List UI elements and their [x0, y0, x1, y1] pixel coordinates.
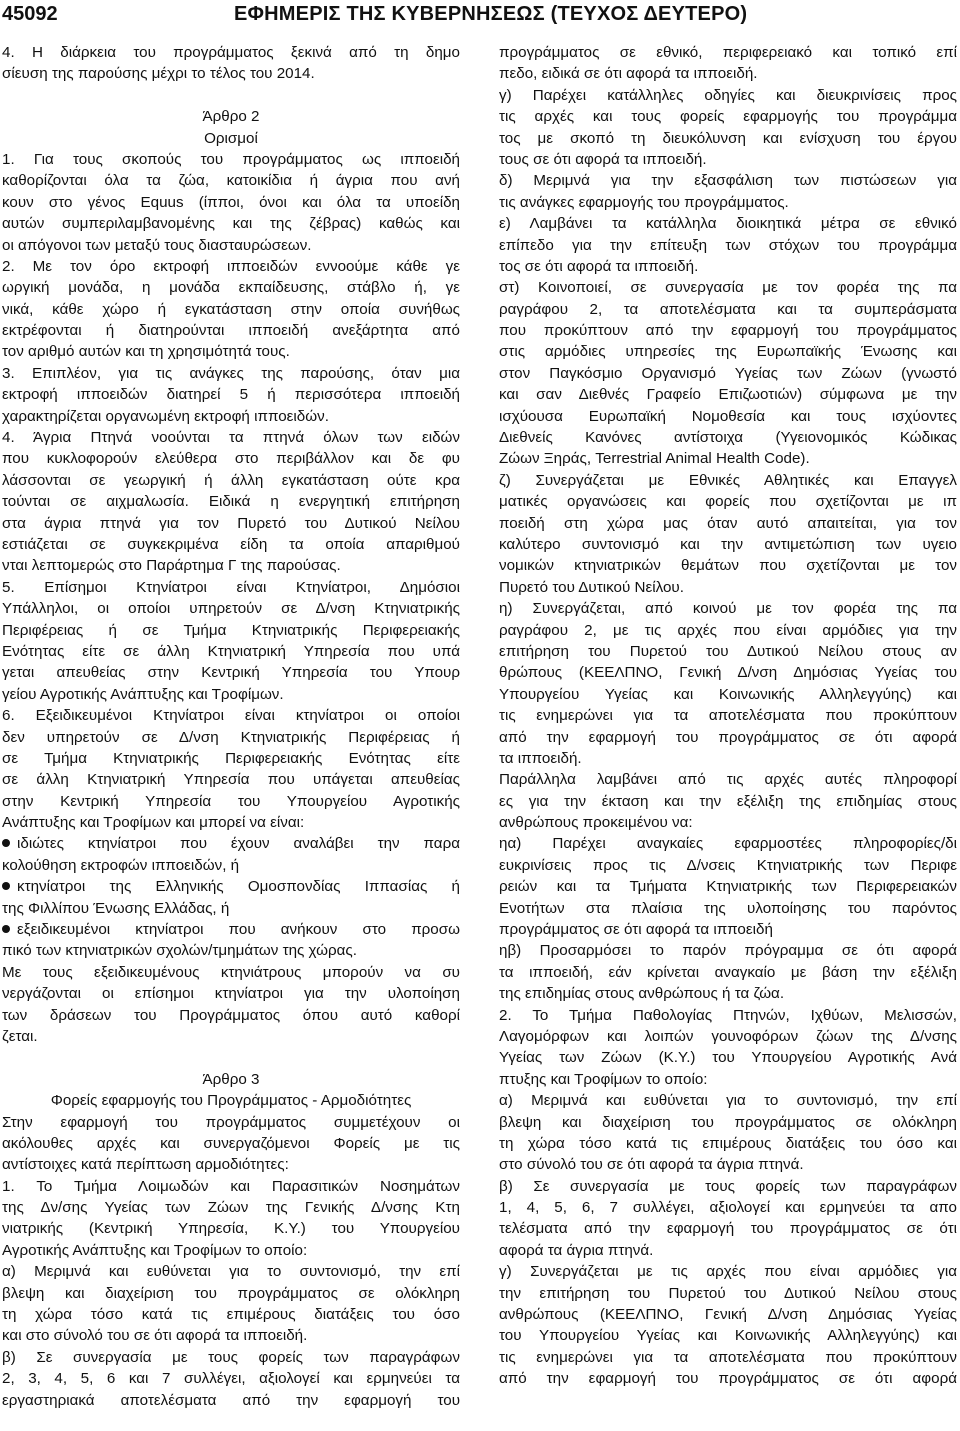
line-text: 3. Επιπλέον, για τις ανάγκες της παρούσης, όταν μια	[2, 364, 460, 382]
journal-title: ΕΦΗΜΕΡΙΣ ΤΗΣ ΚΥΒΕΡΝΗΣΕΩΣ (ΤΕΥΧΟΣ ΔΕΥΤΕΡΟ)	[234, 3, 748, 25]
line-text: οι απόγονοι των μεταξύ τους διασταυρώσεων.	[2, 236, 312, 254]
line-text: ζεται.	[2, 1027, 38, 1045]
line-text: 6. Εξειδικευμένοι Κτηνίατροι είναι κτηνίατροι οι οποίοι	[2, 707, 460, 725]
text-line	[2, 470, 460, 491]
bullet-item-line	[2, 833, 460, 854]
text-line	[499, 256, 957, 277]
text-line	[499, 1240, 957, 1261]
line-text: Άρθρο 3	[202, 1070, 260, 1088]
line-text: Περιφέρειας ή σε Τμήμα Κτηνιατρικής Περιφερειακής	[2, 621, 460, 639]
text-line	[499, 235, 957, 256]
text-line	[2, 192, 460, 213]
text-line	[2, 705, 460, 726]
line-text: νικά, κάθε χώρο ή εγκατάσταση στην οποία συνήθως	[2, 300, 460, 318]
text-line	[499, 213, 957, 234]
text-line	[499, 85, 957, 106]
line-text: αντίστοιχες κατά περίπτωση αρμοδιότητες:	[2, 1156, 289, 1174]
text-line	[499, 940, 957, 961]
line-text: που κυκλοφορούν ελεύθερα στο περιβάλλον και δε φυ	[2, 450, 460, 468]
line-text: Ενοτήτων στα πλαίσια της υλοποίησης του παρόντος	[499, 899, 957, 917]
text-line	[2, 1090, 460, 1111]
text-line	[2, 1240, 460, 1261]
line-text: εστιάζεται σε συγκεκριμένα είδη τα οποία απαριθμού	[2, 535, 460, 553]
text-line	[2, 1261, 460, 1282]
text-line	[2, 128, 460, 149]
text-line	[2, 106, 460, 127]
line-text: Υπουργείου Υγείας και Κοινωνικής Αλληλεγγύης) και	[499, 685, 957, 703]
line-text: σίευση της παρούσης μέχρι το τέλος του 2014.	[2, 65, 315, 83]
line-text: τα ιπποειδή.	[499, 749, 582, 767]
text-line	[2, 812, 460, 833]
line-text: από την εφαρμογή του προγράμματος σε ότι αφορά	[499, 1370, 957, 1388]
text-line	[499, 898, 957, 919]
text-line	[499, 727, 957, 748]
line-text: τους σε ότι αφορά τα ιπποειδή.	[499, 150, 707, 168]
line-text: στο σύνολό του σε ότι αφορά τα άγρια πτηνά.	[499, 1156, 804, 1174]
line-text: εκτροφή ιπποειδών διατηρεί 5 ή περισσότερα ιπποειδή	[2, 386, 460, 404]
text-line	[2, 63, 460, 84]
line-text: Φορείς εφαρμογής του Προγράμματος - Αρμοδιότητες	[50, 1092, 412, 1110]
text-line	[2, 555, 460, 576]
line-text: ανθρώπους προκειμένου να:	[499, 814, 693, 832]
text-line	[499, 1026, 957, 1047]
text-line	[499, 620, 957, 641]
line-text: προγράμματος σε εθνικό, περιφερειακό και τοπικό επί	[499, 44, 957, 61]
text-line	[499, 577, 957, 598]
line-text: λάσσονται σε γεωργική ή άλλη εγκατάσταση ούτε κρα	[2, 471, 460, 489]
page-header	[0, 0, 960, 30]
text-line	[499, 748, 957, 769]
text-line	[2, 1304, 460, 1325]
text-line	[499, 833, 957, 854]
text-line	[499, 1261, 957, 1282]
text-line	[499, 791, 957, 812]
line-text: βλεψη και διαχείριση του προγράμματος σε ολόκληρη	[499, 1113, 957, 1131]
text-line	[499, 555, 957, 576]
line-text: η) Συνεργάζεται, από κοινού με τον φορέα της πα	[499, 600, 957, 618]
line-text: Άρθρο 2	[202, 108, 260, 126]
line-text: επιτήρηση του Πυρετού του Δυτικού Νείλου στους αν	[499, 642, 957, 660]
text-line	[499, 149, 957, 170]
text-line	[499, 1090, 957, 1111]
right-column	[499, 42, 957, 1390]
bullet-item-line	[2, 876, 460, 897]
text-line	[2, 235, 460, 256]
text-line	[499, 491, 957, 512]
line-text: που προκύπτουν από την εφαρμογή του προγράμματος	[499, 322, 957, 340]
text-line	[499, 63, 957, 84]
text-line	[499, 684, 957, 705]
text-line	[2, 534, 460, 555]
line-text: ρειών και τα Τμήματα Κτηνιατρικής των Περιφερειακών	[499, 878, 957, 896]
text-line	[499, 855, 957, 876]
line-text: Στην εφαρμογή του προγράμματος συμμετέχουν οι	[2, 1113, 460, 1131]
line-text: την επιτήρηση του Πυρετού του Δυτικού Νείλου στους	[499, 1284, 957, 1302]
text-line	[2, 427, 460, 448]
text-line	[2, 384, 460, 405]
text-line	[499, 1047, 957, 1068]
text-line	[499, 1368, 957, 1389]
bullet-icon	[2, 925, 10, 933]
text-line	[499, 1218, 957, 1239]
text-line	[499, 705, 957, 726]
text-line	[499, 192, 957, 213]
line-text: γείου Αγροτικής Ανάπτυξης και Τροφίμων.	[2, 685, 284, 703]
line-text: Ορισμοί	[204, 129, 258, 147]
line-text: και στο σύνολό του σε ότι αφορά τα ιπποειδή.	[2, 1327, 308, 1345]
line-text: ε) Λαμβάνει τα κατάλληλα διοικητικά μέτρα σε εθνικό	[499, 215, 957, 233]
line-text: νεργάζονται οι επίσημοι κτηνίατροι για την υλοποίηση	[2, 985, 460, 1003]
line-text: της Δν/σης Υγείας των Ζώων της Γενικής Δ/νσης Κτη	[2, 1199, 460, 1217]
text-line	[2, 256, 460, 277]
line-text: σε άλλη Κτηνιατρική Υπηρεσία που υπάγεται απευθείας	[2, 771, 460, 789]
line-text: τον αριθμό αυτών και τη χρησιμότητά τους.	[2, 343, 290, 361]
line-text: 1, 4, 5, 6, 7 συλλέγει, αξιολογεί και ερμηνεύει τα απο	[499, 1199, 957, 1217]
text-line	[499, 1325, 957, 1346]
line-text: ακόλουθες αρχές και συνεργαζόμενοι Φορείς με τις	[2, 1134, 460, 1152]
text-line	[499, 919, 957, 940]
text-line	[2, 170, 460, 191]
text-line	[499, 876, 957, 897]
line-text: τος σε ότι αφορά τα ιπποειδή.	[499, 257, 699, 275]
text-line	[499, 1005, 957, 1026]
line-text: εργαστηριακά αποτελέσματα από την εφαρμογή του	[2, 1391, 460, 1409]
line-text: χαρακτηρίζεται οργανωμένη εκτροφή ιπποειδών.	[2, 407, 329, 425]
text-line	[2, 962, 460, 983]
line-text: δ) Μεριμνά για την εξασφάλιση των πιστώσεων για	[499, 172, 957, 190]
text-line	[2, 406, 460, 427]
line-text: Παράλληλα λαμβάνει από τις αρχές αυτές πληροφορί	[499, 771, 957, 789]
text-line	[2, 641, 460, 662]
line-text: των δράσεων του Προγράμματος όπου αυτό καθορί	[2, 1006, 460, 1024]
line-text: 1. Το Τμήμα Λοιμωδών και Παρασιτικών Νοσημάτων	[2, 1177, 460, 1195]
text-line	[2, 513, 460, 534]
line-text: 2. Με τον όρο εκτροφή ιπποειδών εννοούμε κάθε γε	[2, 257, 460, 275]
line-text: τη χώρα τόσο κατά τις επιμέρους διατάξεις του όσο	[2, 1306, 460, 1324]
line-text: ζ) Συνεργάζεται με Εθνικές Αθλητικές και Επαγγελ	[499, 471, 957, 489]
bullet-item-line	[2, 919, 460, 940]
line-text: 2, 3, 4, 5, 6 και 7 συλλέγει, αξιολογεί και ερμηνεύει τα	[2, 1370, 460, 1388]
line-text: και σαν Διεθνές Γραφείο Επιζωοτιών) σύμφωνα με την	[499, 386, 957, 404]
line-text: ματικές οργανώσεις και φορείς που σχετίζονται με ιπ	[499, 493, 957, 511]
line-text: τις ανάγκες εφαρμογής του προγράμματος.	[499, 193, 789, 211]
text-line	[499, 962, 957, 983]
line-text: νομικών κτηνιατρικών θεμάτων που σχετίζονται με τον	[499, 557, 957, 575]
text-line	[2, 1218, 460, 1239]
text-line	[499, 277, 957, 298]
text-line	[2, 727, 460, 748]
text-line	[2, 299, 460, 320]
text-line	[499, 384, 957, 405]
text-line	[499, 106, 957, 127]
line-text: Αγροτικής Ανάπτυξης και Τροφίμων το οποίο:	[2, 1241, 308, 1259]
line-text: εκτρέφονται ή διατηρούνται ιπποειδή ανεξάρτητα από	[2, 322, 460, 340]
line-text: 5. Επίσημοι Κτηνίατροι είναι Κτηνίατροι, Δημόσιοι	[2, 578, 460, 596]
text-line	[2, 1368, 460, 1389]
line-text: στα άγρια πτηνά για τον Πυρετό του Δυτικού Νείλου	[2, 514, 460, 532]
line-text: Πυρετό του Δυτικού Νείλου.	[499, 578, 684, 596]
line-text: στην Κεντρική Υπηρεσία του Υπουργείου Αγροτικής	[2, 792, 460, 810]
text-line	[2, 791, 460, 812]
text-line	[2, 42, 460, 63]
line-text: του Υπουργείου Υγείας και Κοινωνικής Αλληλεγγύης) και	[499, 1327, 957, 1345]
bullet-icon	[2, 839, 10, 847]
left-column	[2, 42, 460, 1411]
text-line	[2, 1283, 460, 1304]
text-line	[499, 1176, 957, 1197]
line-text: γ) Παρέχει κατάλληλες οδηγίες και διευκρινίσεις προς	[499, 86, 957, 104]
text-line	[2, 1069, 460, 1090]
line-text: πεδο, ειδικά σε ότι αφορά τα ιπποειδή.	[499, 65, 758, 83]
line-text: ιδιώτες κτηνίατροι που έχουν αναλάβει την παρα	[17, 835, 460, 853]
text-line	[499, 983, 957, 1004]
line-text: πικό των κτηνιατρικών σχολών/τμημάτων της χώρας.	[2, 942, 357, 960]
line-text: Υπάλληλοι, οι οποίοι υπηρετούν σε Δ/νση Κτηνιατρικής	[2, 600, 460, 618]
line-text: στ) Κοινοποιεί, σε συνεργασία με τον φορέα της πα	[499, 279, 957, 297]
text-line	[499, 1283, 957, 1304]
text-line	[2, 662, 460, 683]
line-text: ηβ) Προσαρμόσει το παρόν πρόγραμμα σε ότι αφορά	[499, 942, 957, 960]
line-text: Διεθνείς Κανόνες αντίστοιχα (Υγειονομικός Κώδικας	[499, 429, 957, 447]
line-text: τα ιπποειδή, εάν κρίνεται αναγκαίο με βάση την εξέλιξη	[499, 963, 957, 981]
text-line	[2, 1176, 460, 1197]
line-text: Ζώων Ξηράς, Terrestrial Animal Health Code).	[499, 450, 810, 468]
text-line	[2, 149, 460, 170]
line-text: α) Μεριμνά και ευθύνεται για το συντονισμό, την επί	[2, 1263, 460, 1281]
text-line	[2, 855, 460, 876]
text-line	[499, 1197, 957, 1218]
text-line	[499, 1069, 957, 1090]
line-text: γ) Συνεργάζεται με τις αρχές που είναι αρμόδιες για	[499, 1263, 957, 1281]
text-line	[499, 341, 957, 362]
text-line	[499, 662, 957, 683]
text-line	[2, 277, 460, 298]
text-line	[499, 406, 957, 427]
line-text: τις ενημερώνει για τα αποτελέσματα που προκύπτουν	[499, 707, 957, 725]
text-line	[499, 513, 957, 534]
text-line	[499, 1154, 957, 1175]
line-text: κτηνίατροι της Ελληνικής Ομοσπονδίας Ιππασίας ή	[17, 878, 460, 896]
line-text: Ενότητας είτε σε άλλη Κτηνιατρική Υπηρεσία που υπά	[2, 642, 460, 660]
text-line	[2, 598, 460, 619]
text-line	[499, 427, 957, 448]
line-text: επίπεδο για την επίτευξη των στόχων του προγράμμα	[499, 236, 957, 254]
line-text: β) Σε συνεργασία με τους φορείς των παραγράφων	[499, 1177, 957, 1195]
text-line	[499, 1304, 957, 1325]
line-text: Με τους εξειδικευμένους κτηνιάτρους μπορούν να συ	[2, 963, 460, 981]
line-text: ισχύουσα Ευρωπαϊκή Νομοθεσία και τους ισχύοντες	[499, 407, 957, 425]
text-line	[499, 170, 957, 191]
text-line	[2, 1347, 460, 1368]
line-text: κουν στο γένος Equus (ίπποι, όνοι και όλα τα υποείδη	[2, 193, 460, 211]
text-line	[2, 85, 460, 106]
line-text: ηα) Παρέχει αναγκαίες εφαρμοστέες πληροφορίες/δι	[499, 835, 957, 853]
line-text: σε Τμήμα Κτηνιατρικής Περιφερειακής Ενότητας είτε	[2, 749, 460, 767]
page-number: 45092	[2, 3, 58, 25]
text-line	[2, 341, 460, 362]
text-line	[499, 448, 957, 469]
line-text: β) Σε συνεργασία με τους φορείς των παραγράφων	[2, 1348, 460, 1366]
line-text: θρώπους (ΚΕΕΛΠΝΟ, Γενική Δ/νση Δημόσιας Υγείας του	[499, 664, 957, 682]
line-text	[2, 87, 6, 104]
line-text: ες για την έκταση και την εξέλιξη της επιδημίας στους	[499, 792, 957, 810]
line-text: τούνται σε αιχμαλωσία. Ειδικά η ενεργητική επιτήρηση	[2, 493, 460, 511]
text-line	[2, 983, 460, 1004]
text-line	[499, 320, 957, 341]
line-text: Υγείας των Ζώων (Κ.Υ.) του Υπουργείου Αγροτικής Ανά	[499, 1049, 957, 1067]
line-text: καλύτερο συντονισμό και την αντιμετώπιση των υγειο	[499, 535, 957, 553]
line-text: τη χώρα τόσο κατά τις επιμέρους διατάξεις του όσο και	[499, 1134, 957, 1152]
text-line	[499, 812, 957, 833]
line-text: στον Παγκόσμιο Οργανισμό Υγείας των Ζώων (γνωστό	[499, 364, 957, 382]
line-text: πτυξης και Τροφίμων το οποίο:	[499, 1070, 708, 1088]
line-text: προγράμματος σε ότι αφορά τα ιπποειδή	[499, 921, 773, 939]
text-line	[2, 448, 460, 469]
line-text: γεται απευθείας στην Κεντρική Υπηρεσία του Υπουρ	[2, 664, 460, 682]
line-text: νται λεπτομερώς στο Παράρτημα Γ της παρούσας.	[2, 557, 341, 575]
line-text: ραγράφου 2, τα αποτελέσματα και τα συμπεράσματα	[499, 300, 957, 318]
bullet-icon	[2, 882, 10, 890]
line-text: βλεψη και διαχείριση του προγράμματος σε ολόκληρη	[2, 1284, 460, 1302]
line-text: δεν υπηρετούν σε Δ/νση Κτηνιατρικής Περιφέρειας ή	[2, 728, 460, 746]
line-text: 4. Άγρια Πτηνά νοούνται τα πτηνά όλων των ειδών	[2, 429, 460, 447]
text-line	[2, 1112, 460, 1133]
text-line	[2, 1047, 460, 1068]
line-text: 4. Η διάρκεια του προγράμματος ξεκινά από τη δημο	[2, 44, 460, 61]
line-text: από την εφαρμογή του προγράμματος σε ότι αφορά	[499, 728, 957, 746]
text-line	[499, 470, 957, 491]
line-text: ευκρινίσεις προς τις Δ/νσεις Κτηνιατρικής των Περιφε	[499, 856, 957, 874]
line-text: αφορά τα άγρια πτηνά.	[499, 1241, 654, 1259]
text-line	[499, 1347, 957, 1368]
text-line	[2, 748, 460, 769]
line-text: ωργική μονάδα, η μονάδα εκπαίδευσης, στάβλο ή, γε	[2, 279, 460, 297]
text-line	[499, 641, 957, 662]
line-text: εξειδικευμένοι κτηνίατροι που ανήκουν στο προσω	[17, 921, 460, 939]
line-text: νιατρικής (Κεντρική Υπηρεσία, Κ.Υ.) του Υπουργείου	[2, 1220, 460, 1238]
line-text	[2, 1049, 6, 1066]
text-line	[2, 620, 460, 641]
text-line	[2, 320, 460, 341]
line-text: τις ενημερώνει για τα αποτελέσματα που προκύπτουν	[499, 1348, 957, 1366]
text-line	[2, 898, 460, 919]
text-line	[2, 769, 460, 790]
text-line	[499, 299, 957, 320]
line-text: 1. Για τους σκοπούς του προγράμματος ως ιπποειδή	[2, 150, 460, 168]
line-text: κολούθηση εκτροφών ιπποειδών, ή	[2, 856, 240, 874]
line-text: καθορίζονται όλα τα ζώα, κατοικίδια ή άγρια που ανή	[2, 172, 460, 190]
line-text: ραγράφου 2, με τις αρχές που είναι αρμόδιες για την	[499, 621, 957, 639]
line-text: της Φιλλίπου Ένωσης Ελλάδας, ή	[2, 899, 230, 917]
line-text: στις αρμόδιες υπηρεσίες της Ευρωπαϊκής Ένωσης και	[499, 343, 957, 361]
text-line	[499, 128, 957, 149]
text-line	[2, 1005, 460, 1026]
text-line	[499, 534, 957, 555]
line-text: Ανάπτυξης και Τροφίμων και μπορεί να είναι:	[2, 814, 305, 832]
text-line	[499, 1112, 957, 1133]
text-line	[2, 1133, 460, 1154]
line-text: αυτών συμπεριλαμβανομένης και της ζέβρας) καθώς και	[2, 215, 460, 233]
line-text: τελέσματα από την εφαρμογή του προγράμματος σε ότι	[499, 1220, 957, 1238]
text-line	[2, 363, 460, 384]
text-line	[2, 491, 460, 512]
line-text: ανθρώπους (ΚΕΕΛΠΝΟ, Γενική Δ/νση Δημόσιας Υγείας	[499, 1306, 957, 1324]
text-line	[2, 1197, 460, 1218]
text-line	[499, 1133, 957, 1154]
text-line	[499, 769, 957, 790]
text-line	[499, 363, 957, 384]
text-line	[2, 1154, 460, 1175]
line-text: 2. Το Τμήμα Παθολογίας Πτηνών, Ιχθύων, Μελισσών,	[499, 1006, 957, 1024]
line-text: τις αρχές και τους φορείς εφαρμογής του προγράμμα	[499, 108, 957, 126]
text-line	[2, 577, 460, 598]
line-text: της επιδημίας στους ανθρώπους ή τα ζώα.	[499, 985, 785, 1003]
line-text: α) Μεριμνά και ευθύνεται για το συντονισμό, την επί	[499, 1092, 957, 1110]
text-line	[2, 213, 460, 234]
text-line	[2, 684, 460, 705]
text-line	[499, 42, 957, 63]
text-line	[2, 1390, 460, 1411]
line-text: ποειδή στη χώρα μας όταν αυτό απαιτείται, για τον	[499, 514, 957, 532]
text-line	[2, 940, 460, 961]
line-text: Λαγομόρφων και λοιπών γουνοφόρων ζώων της Δ/νσης	[499, 1027, 957, 1045]
text-line	[2, 1026, 460, 1047]
text-line	[499, 598, 957, 619]
line-text: τος με σκοπό τη διευκόλυνση και ενίσχυση του έργου	[499, 129, 957, 147]
text-line	[2, 1325, 460, 1346]
